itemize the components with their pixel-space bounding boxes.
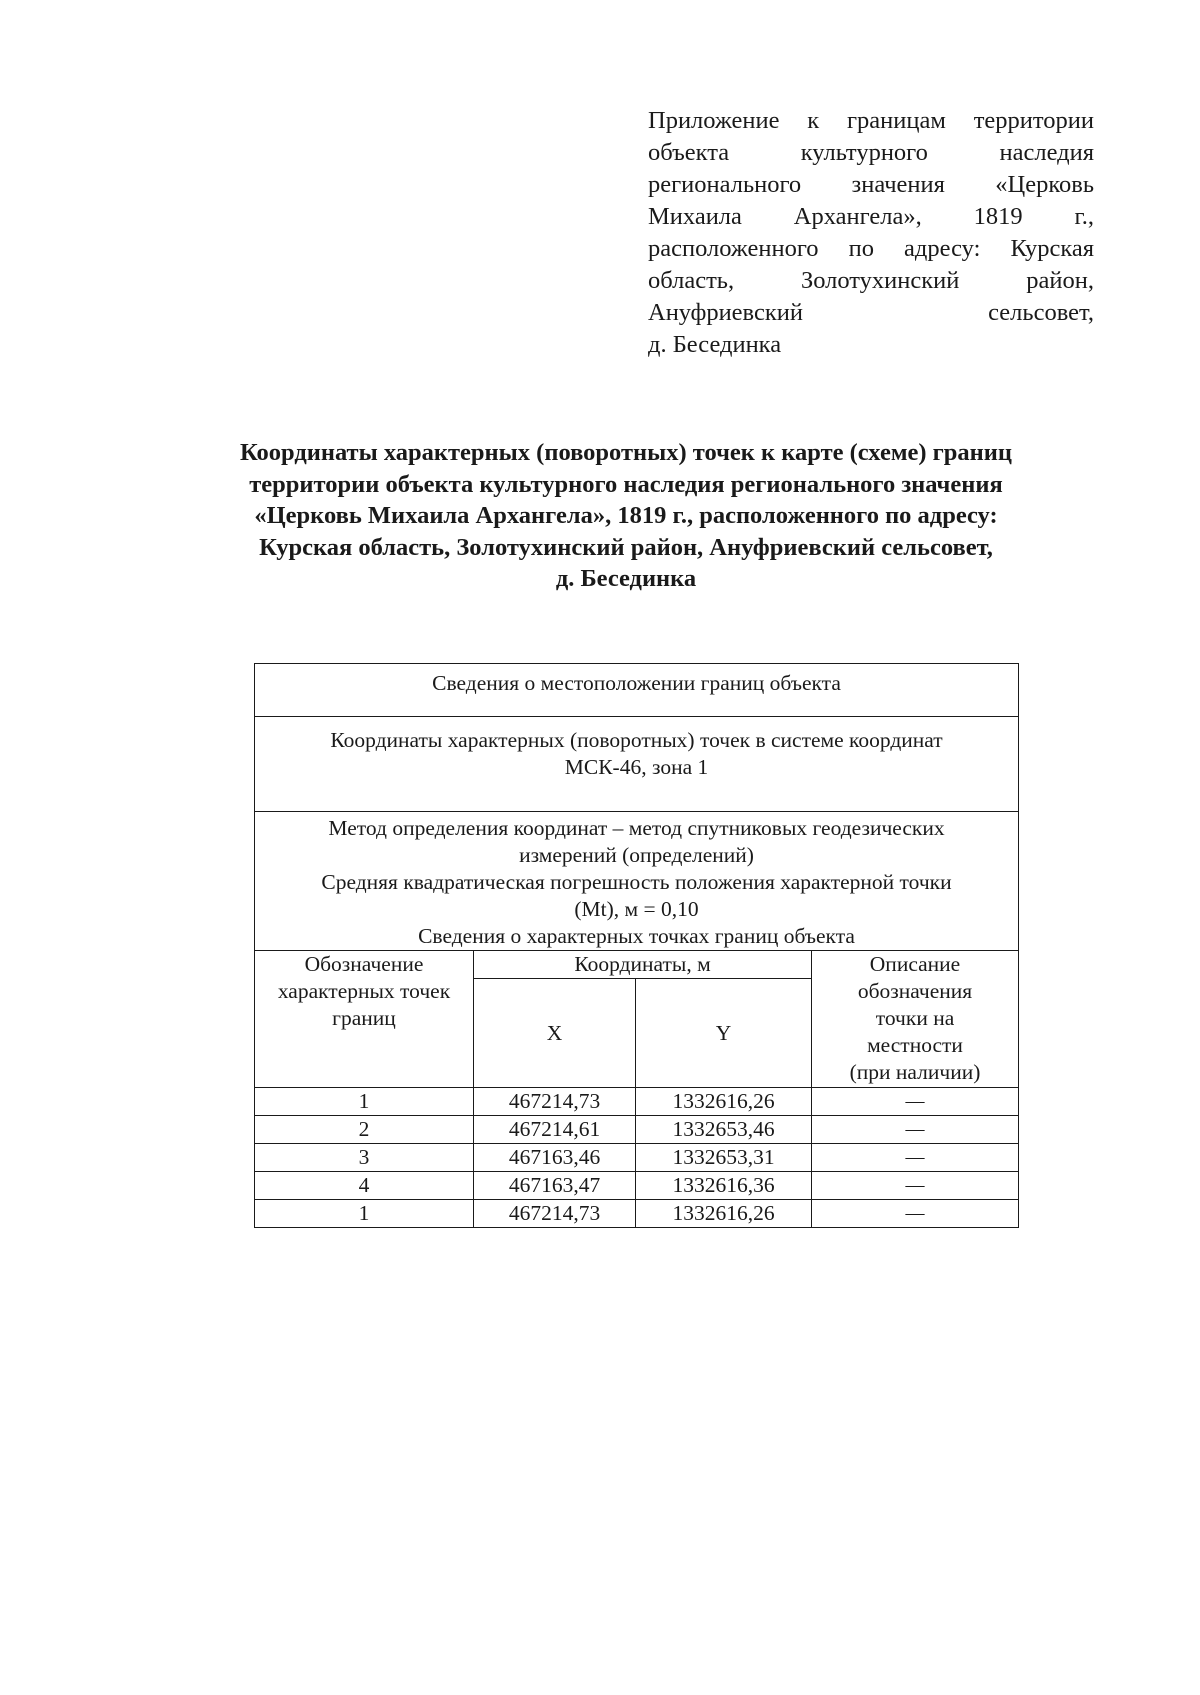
x-cell: 467214,73 <box>474 1200 636 1228</box>
point-cell: 2 <box>255 1116 474 1144</box>
points-info-line: Сведения о характерных точках границ объекта <box>418 924 855 948</box>
point-cell: 1 <box>255 1200 474 1228</box>
point-cell: 1 <box>255 1088 474 1116</box>
table-row <box>255 1200 1019 1228</box>
accuracy-line: Средняя квадратическая погрешность положения характерной точки <box>321 870 952 894</box>
description-header-line: обозначения <box>857 979 973 1003</box>
table-row <box>255 1144 1019 1172</box>
description-cell: — <box>812 1116 1019 1144</box>
method-line: измерений (определений) <box>519 843 754 867</box>
table-row <box>255 1116 1019 1144</box>
appendix-line: Приложение к границам территории <box>648 107 1094 134</box>
title-line: территории объекта культурного наследия регионального значения <box>249 470 1003 498</box>
description-column-header <box>812 951 1019 1088</box>
coordinate-system-header <box>255 717 1019 812</box>
y-cell: 1332653,31 <box>636 1144 812 1172</box>
document-title <box>160 437 1092 595</box>
point-header-line: границ <box>332 1006 396 1030</box>
coordinates-column-header: Координаты, м <box>474 951 812 979</box>
point-column-header <box>255 951 474 1088</box>
point-cell: 3 <box>255 1144 474 1172</box>
point-cell: 4 <box>255 1172 474 1200</box>
point-header-line: Обозначение <box>304 952 424 976</box>
y-cell: 1332616,26 <box>636 1200 812 1228</box>
x-cell: 467163,46 <box>474 1144 636 1172</box>
accuracy-line: (Mt), м = 0,10 <box>574 897 699 921</box>
coordinates-table <box>254 663 1019 1228</box>
x-cell: 467214,61 <box>474 1116 636 1144</box>
coordinate-system-line: Координаты характерных (поворотных) точек в системе координат <box>330 728 943 752</box>
y-cell: 1332616,26 <box>636 1088 812 1116</box>
appendix-line: регионального значения «Церковь <box>648 171 1094 198</box>
y-cell: 1332616,36 <box>636 1172 812 1200</box>
appendix-note <box>648 105 1094 361</box>
x-cell: 467214,73 <box>474 1088 636 1116</box>
table-row <box>255 1172 1019 1200</box>
title-line: Координаты характерных (поворотных) точек к карте (схеме) границ <box>239 439 1013 466</box>
y-column-header: Y <box>636 979 812 1088</box>
description-cell: — <box>812 1088 1019 1116</box>
x-column-header: X <box>474 979 636 1088</box>
appendix-line: объекта культурного наследия <box>648 139 1094 166</box>
description-cell: — <box>812 1144 1019 1172</box>
description-header-line: Описание <box>869 952 961 976</box>
method-header <box>255 812 1019 951</box>
appendix-line: расположенного по адресу: Курская <box>648 235 1094 262</box>
description-header-line: местности <box>867 1033 963 1057</box>
x-cell: 467163,47 <box>474 1172 636 1200</box>
appendix-line: Михаила Архангела», 1819 г., <box>648 203 1094 230</box>
title-line: «Церковь Михаила Архангела», 1819 г., расположенного по адресу: <box>254 502 998 529</box>
coordinate-system-line: МСК-46, зона 1 <box>564 755 709 779</box>
table-row <box>255 1088 1019 1116</box>
title-line: Курская область, Золотухинский район, Ануфриевский сельсовет, <box>259 533 993 561</box>
appendix-line: д. Бесединка <box>648 331 782 358</box>
description-header-line: точки на <box>875 1006 955 1030</box>
method-line: Метод определения координат – метод спутниковых геодезических <box>328 816 945 840</box>
description-header-line: (при наличии) <box>849 1060 981 1084</box>
location-header: Сведения о местоположении границ объекта <box>255 664 1019 717</box>
point-header-line: характерных точек <box>277 979 451 1003</box>
title-line: д. Бесединка <box>555 565 697 592</box>
appendix-line: Ануфриевский сельсовет, <box>648 299 1094 326</box>
description-cell: — <box>812 1200 1019 1228</box>
appendix-line: область, Золотухинский район, <box>648 267 1094 294</box>
description-cell: — <box>812 1172 1019 1200</box>
y-cell: 1332653,46 <box>636 1116 812 1144</box>
